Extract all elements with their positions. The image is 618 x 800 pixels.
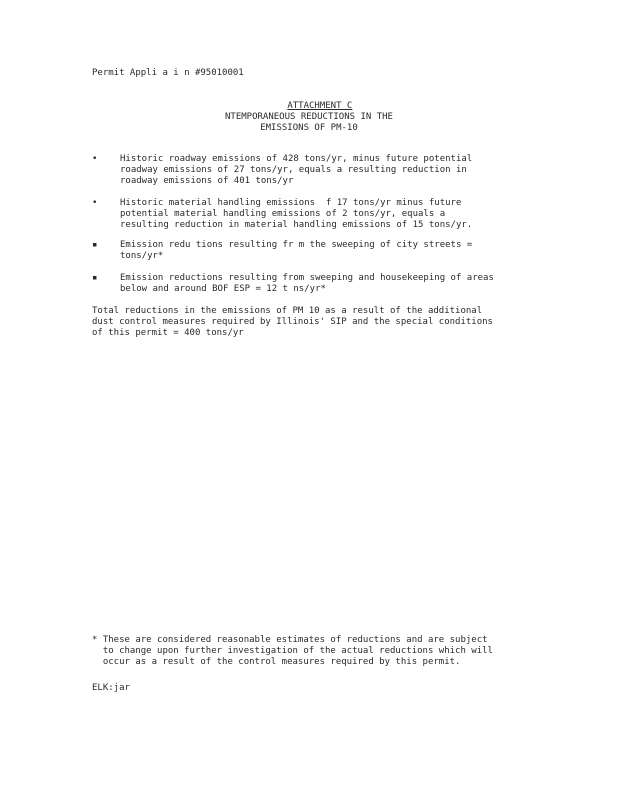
bullet-icon: •	[92, 154, 98, 164]
bullet-item-street-sweeping	[92, 240, 562, 262]
bullet-text: Emission reductions resulting from sweeping and housekeeping of areas below and around BOF ESP = 12 t ns/yr*	[120, 273, 494, 294]
bullet-text: Historic material handling emissions f 17 tons/yr minus future potential material handling emissions of 2 tons/yr, equals a resulting reduction in material handling emissions of 15 tons/yr.	[120, 198, 473, 230]
bullet-item-material-handling	[92, 198, 562, 231]
title-line-2: EMISSIONS OF PM-10	[260, 123, 358, 133]
bullet-item-roadway	[92, 154, 562, 187]
bullet-icon: •	[92, 198, 98, 208]
bullet-icon: ▪	[92, 240, 98, 250]
total-reductions-paragraph: Total reductions in the emissions of PM 10 as a result of the additional dust control measures required by Illinois' SIP and the special conditions of this permit = 400 tons/yr	[92, 306, 493, 338]
bullet-text: Emission redu tions resulting fr m the sweeping of city streets = tons/yr*	[120, 240, 473, 261]
attachment-label-text: ATTACHMENT C	[287, 101, 353, 111]
author-initials: ELK:jar	[92, 683, 130, 693]
footnote: * These are considered reasonable estimates of reductions and are subject to change upon further investigation of the actual reductions which will occur as a result of the control measures required by this permit.	[92, 635, 493, 667]
bullet-item-bof-esp	[92, 273, 562, 295]
bullet-text: Historic roadway emissions of 428 tons/yr, minus future potential roadway emissions of 27 tons/yr, equals a resulting reduction in roadway emissions of 401 tons/yr	[120, 154, 473, 186]
document-title	[0, 112, 618, 134]
title-line-1: NTEMPORANEOUS REDUCTIONS IN THE	[225, 112, 393, 122]
bullet-icon: ▪	[92, 273, 98, 283]
permit-application-header: Permit Appli a i n #95010001	[92, 68, 244, 78]
